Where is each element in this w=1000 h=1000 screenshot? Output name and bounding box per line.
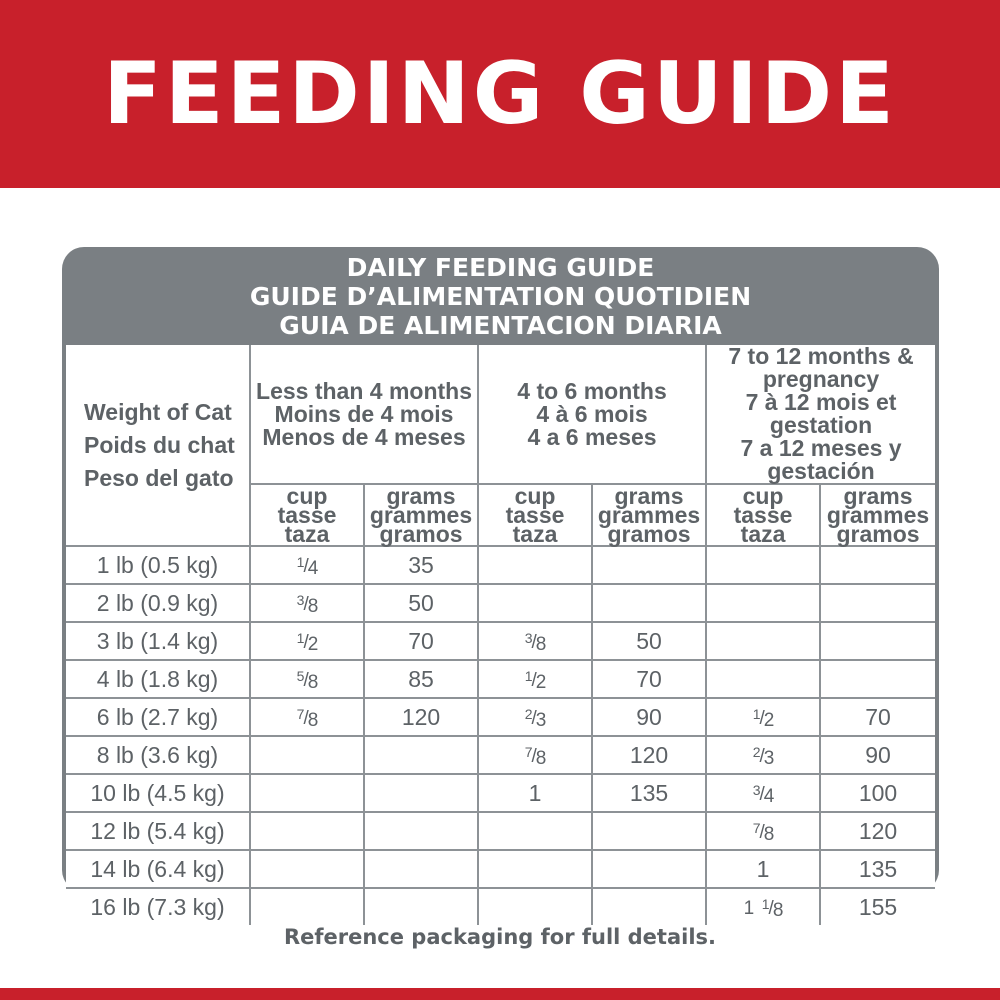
fraction-value: $^7/_8$	[752, 819, 774, 845]
age-label-en: 4 to 6 months	[517, 377, 667, 404]
fraction-value: $^2/_3$	[752, 743, 774, 769]
unit-label: grams	[843, 482, 913, 509]
amount-cell-grams-7-12mo: 155	[820, 888, 935, 925]
age-label-en: Less than 4 months	[256, 377, 472, 404]
amount-cell-grams-7-12mo: 70	[820, 698, 935, 736]
panel-title-es: GUIA DE ALIMENTACION DIARIA	[279, 311, 722, 340]
fraction-value: $^7/_8$	[524, 743, 546, 769]
amount-cell-cup-7-12mo: 1	[706, 850, 820, 888]
amount-cell-cup-7-12mo	[706, 812, 820, 850]
amount-cell-cup-under-4mo	[250, 698, 364, 736]
amount-cell-cup-under-4mo	[250, 736, 364, 774]
weight-header-en: Weight of Cat	[84, 398, 232, 425]
amount-cell-grams-under-4mo: 85	[364, 660, 478, 698]
footnote: Reference packaging for full details.	[283, 925, 717, 949]
top-banner	[0, 0, 1000, 188]
amount-cell-grams-4-6mo: 70	[592, 660, 706, 698]
amount-cell-cup-4-6mo	[478, 546, 592, 584]
fraction-value: $^1/_2$	[296, 629, 318, 655]
weight-cell: 2 lb (0.9 kg)	[66, 584, 250, 622]
amount-cell-cup-7-12mo	[706, 888, 820, 925]
amount-cell-grams-4-6mo: 50	[592, 622, 706, 660]
page-title: FEEDING GUIDE	[103, 44, 897, 144]
age-label-fr: 4 à 6 mois	[536, 400, 648, 427]
age-header-7-to-12-months	[706, 345, 935, 484]
fraction-value: $^3/_4$	[752, 781, 774, 807]
weight-header-es: Peso del gato	[84, 464, 234, 491]
amount-cell-cup-4-6mo	[478, 622, 592, 660]
fraction-value: $^1/_2$	[524, 667, 546, 693]
amount-cell-cup-under-4mo	[250, 812, 364, 850]
table-row	[66, 812, 935, 850]
amount-cell-grams-under-4mo: 50	[364, 584, 478, 622]
amount-cell-grams-7-12mo	[820, 584, 935, 622]
amount-cell-cup-4-6mo	[478, 736, 592, 774]
amount-cell-cup-under-4mo	[250, 774, 364, 812]
amount-cell-grams-4-6mo	[592, 812, 706, 850]
amount-cell-cup-4-6mo	[478, 584, 592, 622]
amount-cell-grams-under-4mo	[364, 736, 478, 774]
bottom-strip	[0, 988, 1000, 1000]
unit-label: grammes	[826, 501, 930, 528]
unit-header-cup	[478, 484, 592, 546]
age-label-fr: Moins de 4 mois	[274, 400, 454, 427]
age-label-es: 4 a 6 meses	[527, 423, 657, 450]
amount-cell-grams-4-6mo	[592, 584, 706, 622]
amount-cell-grams-under-4mo	[364, 812, 478, 850]
fraction-value: $^5/_8$	[296, 667, 318, 693]
table-row	[66, 622, 935, 660]
amount-cell-grams-under-4mo: 70	[364, 622, 478, 660]
unit-label: tasse	[733, 501, 793, 528]
amount-cell-grams-4-6mo: 120	[592, 736, 706, 774]
amount-cell-grams-under-4mo: 35	[364, 546, 478, 584]
amount-cell-cup-4-6mo	[478, 660, 592, 698]
feeding-table	[66, 345, 935, 925]
age-header-4-to-6-months	[478, 345, 706, 484]
weight-header-fr: Poids du chat	[84, 431, 235, 458]
amount-cell-cup-4-6mo	[478, 888, 592, 925]
weight-cell: 16 lb (7.3 kg)	[66, 888, 250, 925]
weight-cell: 12 lb (5.4 kg)	[66, 812, 250, 850]
amount-cell-grams-4-6mo	[592, 850, 706, 888]
unit-label: taza	[512, 520, 558, 547]
unit-label: grams	[386, 482, 456, 509]
amount-cell-grams-4-6mo	[592, 546, 706, 584]
amount-cell-cup-7-12mo	[706, 622, 820, 660]
unit-header-grams	[820, 484, 935, 546]
unit-label: grammes	[369, 501, 473, 528]
table-row	[66, 888, 935, 925]
unit-label: grammes	[597, 501, 701, 528]
amount-cell-grams-7-12mo: 135	[820, 850, 935, 888]
unit-label: tasse	[505, 501, 565, 528]
fraction-value: $^3/_8$	[524, 629, 546, 655]
amount-cell-cup-7-12mo	[706, 698, 820, 736]
amount-cell-grams-under-4mo	[364, 850, 478, 888]
unit-label: cup	[286, 482, 328, 509]
amount-cell-cup-under-4mo	[250, 546, 364, 584]
amount-cell-cup-4-6mo	[478, 812, 592, 850]
weight-cell: 1 lb (0.5 kg)	[66, 546, 250, 584]
unit-label: gramos	[607, 520, 691, 547]
amount-cell-grams-7-12mo	[820, 660, 935, 698]
age-label-fr: 7 à 12 mois et gestation	[745, 389, 897, 438]
age-label-es: Menos de 4 meses	[262, 423, 466, 450]
fraction-value: $^1/_2$	[752, 705, 774, 731]
amount-cell-cup-4-6mo	[478, 850, 592, 888]
weight-header	[66, 345, 250, 546]
table-row	[66, 736, 935, 774]
age-label-es: 7 a 12 meses y gestación	[740, 435, 902, 484]
amount-cell-grams-4-6mo	[592, 888, 706, 925]
fraction-value: $^3/_8$	[296, 591, 318, 617]
amount-cell-grams-under-4mo: 120	[364, 698, 478, 736]
amount-cell-cup-7-12mo	[706, 660, 820, 698]
unit-label: taza	[740, 520, 786, 547]
unit-label: tasse	[277, 501, 337, 528]
amount-cell-cup-under-4mo	[250, 850, 364, 888]
amount-cell-grams-7-12mo: 90	[820, 736, 935, 774]
unit-label: gramos	[836, 520, 920, 547]
amount-cell-grams-under-4mo	[364, 888, 478, 925]
amount-cell-grams-under-4mo	[364, 774, 478, 812]
table-row	[66, 660, 935, 698]
fraction-value: $^7/_8$	[296, 705, 318, 731]
weight-cell: 10 lb (4.5 kg)	[66, 774, 250, 812]
unit-label: cup	[514, 482, 556, 509]
amount-cell-cup-7-12mo	[706, 584, 820, 622]
amount-cell-cup-4-6mo	[478, 698, 592, 736]
amount-cell-cup-7-12mo	[706, 774, 820, 812]
unit-header-cup	[250, 484, 364, 546]
amount-cell-cup-7-12mo	[706, 546, 820, 584]
table-row	[66, 698, 935, 736]
weight-cell: 4 lb (1.8 kg)	[66, 660, 250, 698]
amount-cell-grams-7-12mo	[820, 622, 935, 660]
amount-cell-grams-7-12mo: 120	[820, 812, 935, 850]
weight-cell: 14 lb (6.4 kg)	[66, 850, 250, 888]
weight-cell: 6 lb (2.7 kg)	[66, 698, 250, 736]
amount-cell-grams-4-6mo: 90	[592, 698, 706, 736]
unit-header-cup	[706, 484, 820, 546]
amount-cell-grams-7-12mo	[820, 546, 935, 584]
amount-cell-cup-7-12mo	[706, 736, 820, 774]
amount-cell-cup-under-4mo	[250, 622, 364, 660]
header-row-ages	[66, 345, 935, 484]
panel-heading	[62, 253, 939, 340]
fraction-value: $^2/_3$	[524, 705, 546, 731]
unit-label: cup	[742, 482, 784, 509]
amount-cell-cup-4-6mo: 1	[478, 774, 592, 812]
age-header-under-4-months	[250, 345, 478, 484]
amount-cell-grams-7-12mo: 100	[820, 774, 935, 812]
unit-label: taza	[284, 520, 330, 547]
unit-header-grams	[364, 484, 478, 546]
panel-title-fr: GUIDE D’ALIMENTATION QUOTIDIEN	[249, 282, 752, 311]
amount-cell-cup-under-4mo	[250, 660, 364, 698]
unit-label: grams	[614, 482, 684, 509]
unit-header-grams	[592, 484, 706, 546]
amount-cell-cup-under-4mo	[250, 888, 364, 925]
age-label-en: 7 to 12 months & pregnancy	[728, 343, 914, 392]
weight-cell: 3 lb (1.4 kg)	[66, 622, 250, 660]
weight-cell: 8 lb (3.6 kg)	[66, 736, 250, 774]
table-row	[66, 584, 935, 622]
amount-cell-cup-under-4mo	[250, 584, 364, 622]
table-row	[66, 774, 935, 812]
fraction-value: 1 $^1/_8$	[743, 895, 783, 921]
unit-label: gramos	[379, 520, 463, 547]
panel-title-en: DAILY FEEDING GUIDE	[346, 253, 655, 282]
amount-cell-grams-4-6mo: 135	[592, 774, 706, 812]
table-row	[66, 850, 935, 888]
fraction-value: $^1/_4$	[296, 553, 318, 579]
table-row	[66, 546, 935, 584]
